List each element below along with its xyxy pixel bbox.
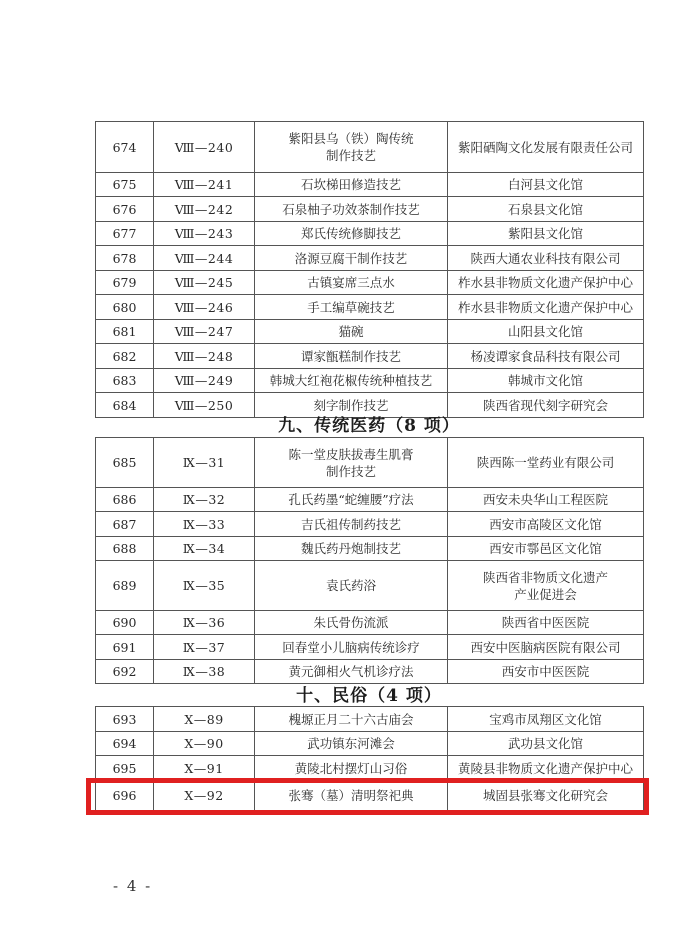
row-number: 678 bbox=[96, 246, 154, 271]
project-code: Ⅸ—36 bbox=[154, 611, 255, 635]
protection-unit: 陕西大通农业科技有限公司 bbox=[448, 246, 644, 271]
row-number: 688 bbox=[96, 537, 154, 561]
protection-unit: 紫阳硒陶文化发展有限责任公司 bbox=[448, 122, 644, 173]
row-number: 676 bbox=[96, 197, 154, 222]
row-number: 686 bbox=[96, 488, 154, 512]
project-name bbox=[255, 438, 448, 488]
page-number: - 4 - bbox=[113, 877, 153, 895]
protection-unit: 石泉县文化馆 bbox=[448, 197, 644, 222]
row-number: 679 bbox=[96, 271, 154, 295]
row-number: 692 bbox=[96, 660, 154, 684]
table-row-highlighted bbox=[96, 781, 644, 811]
project-code: Ⅷ—243 bbox=[154, 222, 255, 246]
row-number: 687 bbox=[96, 512, 154, 537]
table-row bbox=[96, 246, 644, 271]
project-code: Ⅸ—32 bbox=[154, 488, 255, 512]
project-name-line: 陈一堂皮肤拔毒生肌膏 bbox=[288, 446, 414, 462]
project-code: Ⅷ—240 bbox=[154, 122, 255, 173]
section-heading-folk-customs: 十、民俗（4 项） bbox=[296, 686, 442, 706]
row-number: 695 bbox=[96, 756, 154, 781]
project-name: 石坎梯田修造技艺 bbox=[255, 173, 448, 197]
row-number: 690 bbox=[96, 611, 154, 635]
row-number: 691 bbox=[96, 635, 154, 660]
table-row bbox=[96, 173, 644, 197]
table-row bbox=[96, 488, 644, 512]
table-row bbox=[96, 611, 644, 635]
row-number: 694 bbox=[96, 732, 154, 756]
project-name: 猫碗 bbox=[255, 320, 448, 344]
project-name: 石泉柚子功效茶制作技艺 bbox=[255, 197, 448, 222]
table-row bbox=[96, 537, 644, 561]
project-code: Ⅷ—247 bbox=[154, 320, 255, 344]
project-code: Ⅷ—250 bbox=[154, 393, 255, 418]
row-number: 682 bbox=[96, 344, 154, 369]
row-number: 693 bbox=[96, 707, 154, 732]
row-number: 677 bbox=[96, 222, 154, 246]
table-row bbox=[96, 512, 644, 537]
project-code: Ⅹ—90 bbox=[154, 732, 255, 756]
protection-unit: 陕西省中医医院 bbox=[448, 611, 644, 635]
heritage-table-section-9 bbox=[95, 437, 644, 684]
project-code: Ⅸ—35 bbox=[154, 561, 255, 611]
protection-unit: 韩城市文化馆 bbox=[448, 369, 644, 393]
table-row bbox=[96, 222, 644, 246]
project-name: 吉氏祖传制药技艺 bbox=[255, 512, 448, 537]
protection-unit: 陕西省现代刻字研究会 bbox=[448, 393, 644, 418]
project-code: Ⅷ—248 bbox=[154, 344, 255, 369]
protection-unit: 西安中医脑病医院有限公司 bbox=[448, 635, 644, 660]
project-name: 张骞（墓）清明祭祀典 bbox=[255, 781, 448, 811]
protection-unit: 白河县文化馆 bbox=[448, 173, 644, 197]
project-name-line: 制作技艺 bbox=[325, 463, 376, 479]
project-code: Ⅷ—249 bbox=[154, 369, 255, 393]
row-number: 683 bbox=[96, 369, 154, 393]
table-row bbox=[96, 561, 644, 611]
row-number: 681 bbox=[96, 320, 154, 344]
protection-unit: 西安市中医医院 bbox=[448, 660, 644, 684]
table-row bbox=[96, 369, 644, 393]
table-row bbox=[96, 271, 644, 295]
project-code: Ⅷ—241 bbox=[154, 173, 255, 197]
protection-unit: 陕西陈一堂药业有限公司 bbox=[448, 438, 644, 488]
row-number: 680 bbox=[96, 295, 154, 320]
project-code: Ⅸ—37 bbox=[154, 635, 255, 660]
project-name-line: 制作技艺 bbox=[325, 148, 376, 163]
project-name: 孔氏药墨“蛇缠腰”疗法 bbox=[255, 488, 448, 512]
project-code: Ⅷ—245 bbox=[154, 271, 255, 295]
protection-unit: 柞水县非物质文化遗产保护中心 bbox=[448, 295, 644, 320]
project-name: 韩城大红袍花椒传统种植技艺 bbox=[255, 369, 448, 393]
protection-unit: 宝鸡市凤翔区文化馆 bbox=[448, 707, 644, 732]
project-name: 手工编草碗技艺 bbox=[255, 295, 448, 320]
table-row bbox=[96, 344, 644, 369]
project-code: Ⅸ—33 bbox=[154, 512, 255, 537]
project-code: Ⅹ—91 bbox=[154, 756, 255, 781]
section-heading-traditional-medicine: 九、传统医药（8 项） bbox=[278, 416, 460, 436]
project-name: 袁氏药浴 bbox=[255, 561, 448, 611]
project-code: Ⅹ—92 bbox=[154, 781, 255, 811]
protection-unit: 杨凌谭家食品科技有限公司 bbox=[448, 344, 644, 369]
protection-unit-line: 产业促进会 bbox=[514, 586, 577, 602]
protection-unit: 西安市鄠邑区文化馆 bbox=[448, 537, 644, 561]
protection-unit: 武功县文化馆 bbox=[448, 732, 644, 756]
protection-unit: 西安市高陵区文化馆 bbox=[448, 512, 644, 537]
project-code: Ⅸ—38 bbox=[154, 660, 255, 684]
row-number: 675 bbox=[96, 173, 154, 197]
project-code: Ⅹ—89 bbox=[154, 707, 255, 732]
row-number: 689 bbox=[96, 561, 154, 611]
project-name bbox=[255, 122, 448, 173]
project-name: 回春堂小儿脑病传统诊疗 bbox=[255, 635, 448, 660]
protection-unit: 紫阳县文化馆 bbox=[448, 222, 644, 246]
protection-unit: 西安未央华山工程医院 bbox=[448, 488, 644, 512]
table-row bbox=[96, 320, 644, 344]
project-name: 黄陵北村摆灯山习俗 bbox=[255, 756, 448, 781]
project-code: Ⅷ—246 bbox=[154, 295, 255, 320]
project-code: Ⅷ—242 bbox=[154, 197, 255, 222]
heritage-table-section-8 bbox=[95, 121, 644, 418]
protection-unit: 山阳县文化馆 bbox=[448, 320, 644, 344]
project-name: 槐塬正月二十六古庙会 bbox=[255, 707, 448, 732]
project-name: 洛源豆腐干制作技艺 bbox=[255, 246, 448, 271]
row-number: 674 bbox=[96, 122, 154, 173]
project-name: 古镇宴席三点水 bbox=[255, 271, 448, 295]
row-number: 684 bbox=[96, 393, 154, 418]
table-row bbox=[96, 438, 644, 488]
project-name: 武功镇东河滩会 bbox=[255, 732, 448, 756]
table-row bbox=[96, 707, 644, 732]
protection-unit bbox=[448, 561, 644, 611]
table-row bbox=[96, 295, 644, 320]
project-code: Ⅸ—31 bbox=[154, 438, 255, 488]
row-number: 696 bbox=[96, 781, 154, 811]
project-name: 朱氏骨伤流派 bbox=[255, 611, 448, 635]
heritage-table-section-10 bbox=[95, 706, 644, 811]
table-row bbox=[96, 122, 644, 173]
table-row bbox=[96, 635, 644, 660]
table-row bbox=[96, 660, 644, 684]
protection-unit: 黄陵县非物质文化遗产保护中心 bbox=[448, 756, 644, 781]
project-name: 黄元御相火气机诊疗法 bbox=[255, 660, 448, 684]
project-name: 郑氏传统修脚技艺 bbox=[255, 222, 448, 246]
protection-unit: 城固县张骞文化研究会 bbox=[448, 781, 644, 811]
project-name-line: 紫阳县乌（铁）陶传统 bbox=[288, 131, 414, 146]
table-row bbox=[96, 756, 644, 781]
protection-unit-line: 陕西省非物质文化遗产 bbox=[482, 569, 608, 585]
table-row bbox=[96, 732, 644, 756]
project-code: Ⅷ—244 bbox=[154, 246, 255, 271]
project-name: 刻字制作技艺 bbox=[255, 393, 448, 418]
table-row bbox=[96, 197, 644, 222]
protection-unit: 柞水县非物质文化遗产保护中心 bbox=[448, 271, 644, 295]
project-name: 魏氏药丹炮制技艺 bbox=[255, 537, 448, 561]
project-name: 谭家甑糕制作技艺 bbox=[255, 344, 448, 369]
row-number: 685 bbox=[96, 438, 154, 488]
project-code: Ⅸ—34 bbox=[154, 537, 255, 561]
